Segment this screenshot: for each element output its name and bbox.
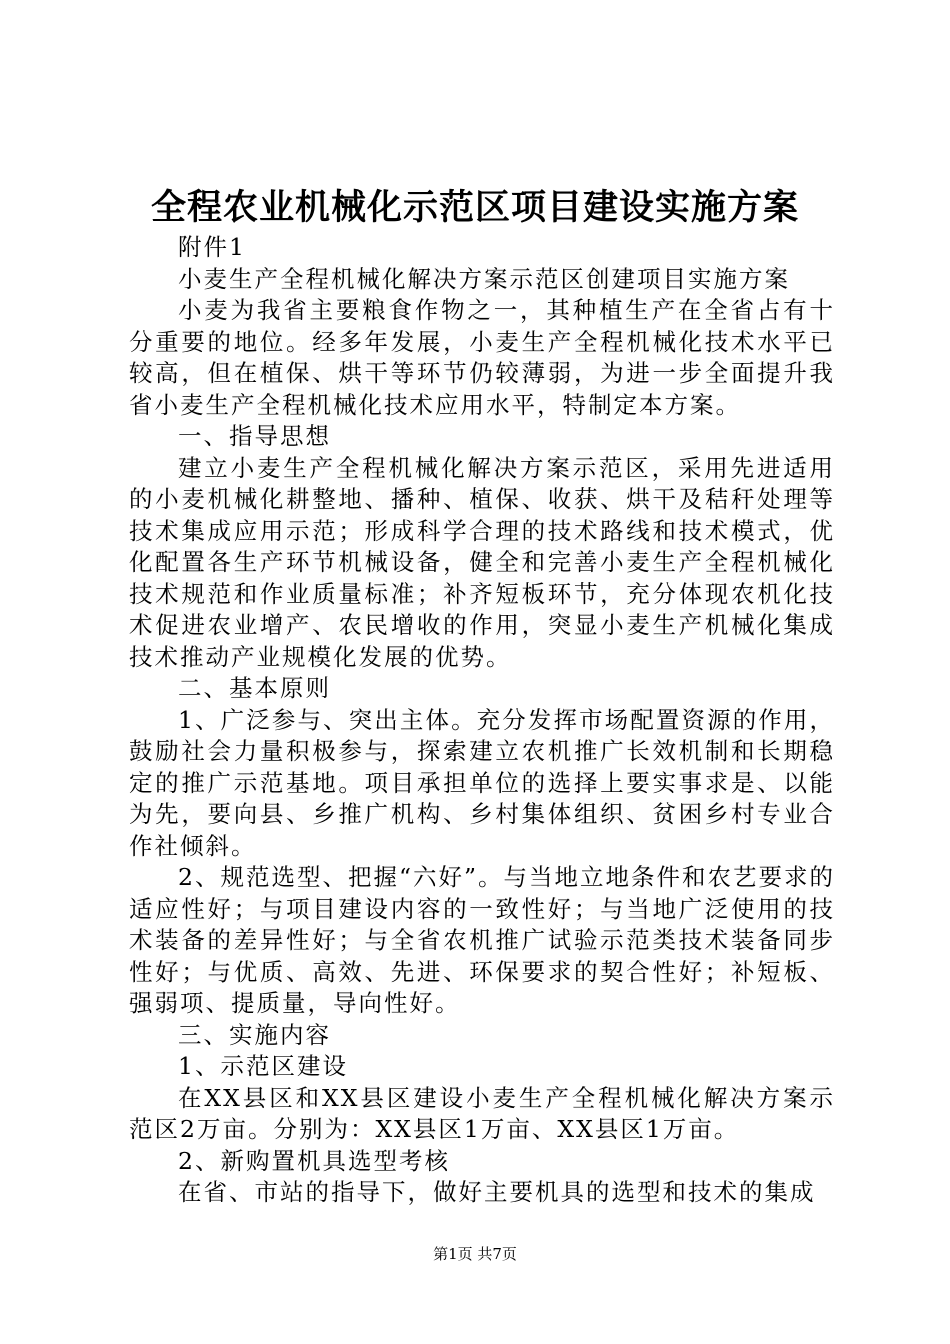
section-heading-guiding-thought: 一、指导思想 — [178, 422, 331, 450]
paragraph-equipment-selection: 在省、市站的指导下，做好主要机具的选型和技术的集成 — [178, 1178, 816, 1206]
paragraph-guiding-thought: 建立小麦生产全程机械化解决方案示范区，采用先进适用的小麦机械化耕整地、播种、植保、收获、烘干及秸秆处理等技术集成应用示范；形成科学合理的技术路线和技术模式，优化配置各生产环节机械设备，健全和完善小麦生产全程机械化技术规范和作业质量标准；补齐短板环节，充分体现农机化技术促进农业增产、农民增收的作用，突显小麦生产机械化集成技术推动产业规模化发展的优势。 — [129, 453, 835, 671]
paragraph-principle-2: 2、规范选型、把握“六好”。与当地立地条件和农艺要求的适应性好；与项目建设内容的一致性好；与当地广泛使用的技术装备的差异性好；与全省农机推广试验示范类技术装备同步性好；与优质、高效、先进、环保要求的契合性好；补短板、强弱项、提质量，导向性好。 — [129, 863, 835, 1017]
subtitle: 小麦生产全程机械化解决方案示范区创建项目实施方案 — [178, 264, 790, 293]
document-title: 全程农业机械化示范区项目建设实施方案 — [150, 187, 799, 228]
section-heading-basic-principles: 二、基本原则 — [178, 674, 331, 702]
subheading-equipment-selection: 2、新购置机具选型考核 — [178, 1146, 450, 1175]
page-number: 第1页 共7页 — [433, 1245, 517, 1263]
paragraph-intro: 小麦为我省主要粮食作物之一，其种植生产在全省占有十分重要的地位。经多年发展，小麦生产全程机械化技术水平已较高，但在植保、烘干等环节仍较薄弱，为进一步全面提升我省小麦生产全程机械化技术应用水平，特制定本方案。 — [129, 296, 835, 419]
attachment-label: 附件1 — [178, 233, 246, 261]
section-heading-implementation: 三、实施内容 — [178, 1020, 331, 1049]
paragraph-demo-zone: 在XX县区和XX县区建设小麦生产全程机械化解决方案示范区2万亩。分别为：XX县区1万亩、XX县区1万亩。 — [129, 1083, 835, 1143]
subheading-demo-zone: 1、示范区建设 — [178, 1052, 348, 1080]
paragraph-principle-1: 1、广泛参与、突出主体。充分发挥市场配置资源的作用，鼓励社会力量积极参与，探索建立农机推广长效机制和长期稳定的推广示范基地。项目承担单位的选择上要实事求是、以能为先，要向县、乡推广机构、乡村集体组织、贫困乡村专业合作社倾斜。 — [129, 705, 835, 860]
document-body — [129, 232, 835, 1209]
